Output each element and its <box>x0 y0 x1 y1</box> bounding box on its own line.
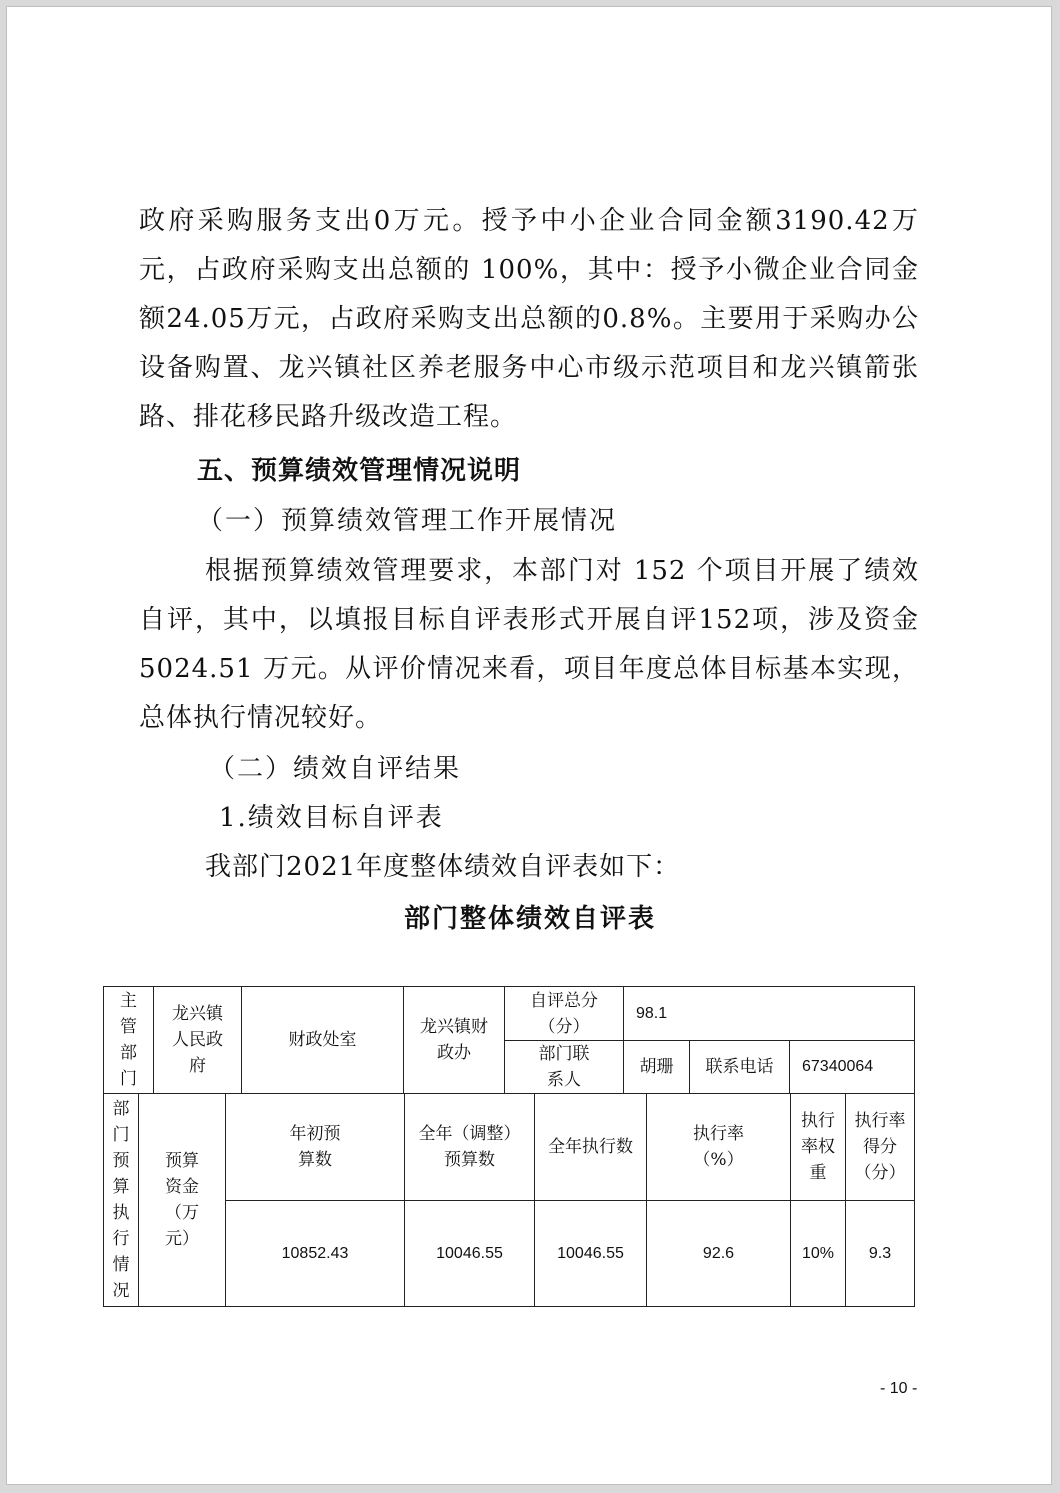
val-executed-cell: 10046.55 <box>534 1200 647 1307</box>
subsection-heading-2: （二）绩效自评结果 <box>209 754 462 784</box>
val-rate-cell: 92.6 <box>646 1200 791 1307</box>
office-value-cell: 龙兴镇财政办 <box>403 986 505 1094</box>
col-adjusted-header: 全年（调整）预算数 <box>404 1093 535 1201</box>
dept-label-cell: 主管部门 <box>103 986 154 1094</box>
dept-value-cell: 龙兴镇人民政府 <box>153 986 242 1094</box>
performance-paragraph: 根据预算绩效管理要求，本部门对 152 个项目开展了绩效自评，其中，以填报目标自评表形式开展自评152项，涉及资金5024.51 万元。从评价情况来看，项目年度总体目标基本实现，总体执行情况较好。 <box>139 556 919 733</box>
val-adjusted-cell: 10046.55 <box>404 1200 535 1307</box>
section-heading-5: 五、预算绩效管理情况说明 <box>197 456 522 486</box>
item-heading-1: 1.绩效目标自评表 <box>219 803 444 833</box>
col-weight-header: 执行率权重 <box>790 1093 846 1201</box>
exec-label-cell: 部门预算执行情况 <box>103 1093 139 1307</box>
subsection-heading-1: （一）预算绩效管理工作开展情况 <box>197 506 618 536</box>
contact-label-cell: 部门联系人 <box>504 1040 624 1094</box>
col-rate-header: 执行率（%） <box>646 1093 791 1201</box>
budget-label-cell: 预算资金（万元） <box>138 1093 226 1307</box>
phone-label-cell: 联系电话 <box>689 1040 790 1094</box>
phone-value-cell: 67340064 <box>789 1040 915 1094</box>
office-label-cell: 财政处室 <box>241 986 404 1094</box>
val-weight-cell: 10% <box>790 1200 846 1307</box>
contact-value-cell: 胡珊 <box>623 1040 690 1094</box>
col-score-header: 执行率得分（分） <box>845 1093 915 1201</box>
table-intro-text: 我部门2021年度整体绩效自评表如下： <box>205 852 681 882</box>
score-label-cell: 自评总分（分） <box>504 986 624 1041</box>
table-title: 部门整体绩效自评表 <box>403 904 656 934</box>
score-value-cell: 98.1 <box>623 986 915 1041</box>
val-score-cell: 9.3 <box>845 1200 915 1307</box>
performance-table <box>103 986 915 1307</box>
col-initial-header: 年初预算数 <box>225 1093 405 1201</box>
col-executed-header: 全年执行数 <box>534 1093 647 1201</box>
val-initial-cell: 10852.43 <box>225 1200 405 1307</box>
page-number: - 10 - <box>880 1380 918 1397</box>
procurement-paragraph: 政府采购服务支出0万元。授予中小企业合同金额3190.42万元，占政府采购支出总额的 100%，其中：授予小微企业合同金额24.05万元，占政府采购支出总额的0.8%。主要用于采购办公设备购置、龙兴镇社区养老服务中心市级示范项目和龙兴镇箭张路、排花移民路升级改造工程。 <box>139 206 919 432</box>
